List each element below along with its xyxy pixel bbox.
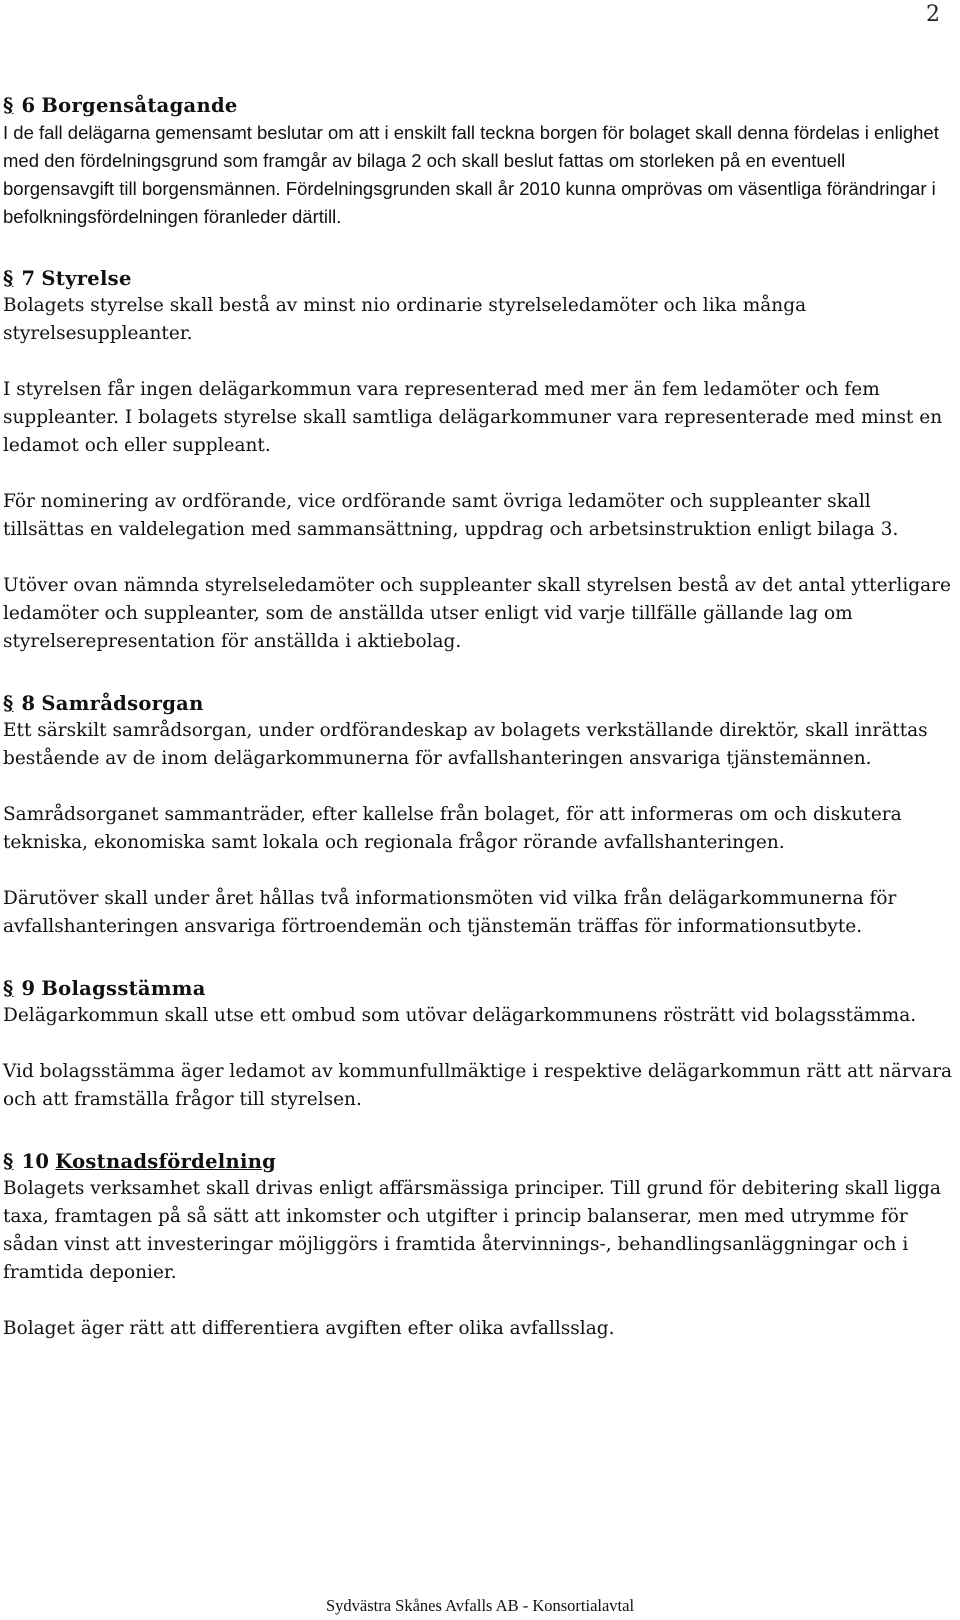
page-footer: Sydvästra Skånes Avfalls AB - Konsortialavtal [325,1596,635,1615]
section-title: Samrådsorgan [41,692,204,715]
section-9 [3,975,953,1114]
paragraph: Delägarkommun skall utse ett ombud som utövar delägarkommunens rösträtt vid bolagsstämma. [3,1005,917,1026]
section-title: Styrelse [41,267,132,290]
paragraph: Därutöver skall under året hållas två informationsmöten vid vilka från delägarkommunerna för avfallshanteringen ansvariga förtroendemän och tjänstemän träffas för informationsutbyte. [3,888,897,937]
section-8 [3,690,953,941]
section-heading [3,1148,953,1175]
document-body [3,92,953,1377]
paragraph: Ett särskilt samrådsorgan, under ordförandeskap av bolagets verkställande direktör, skall inrättas bestående av de inom delägarkommunerna för avfallshanteringen ansvariga tjänstemännen. [3,720,928,769]
section-6 [3,92,953,231]
section-symbol: § [3,1150,14,1173]
paragraph: I de fall delägarna gemensamt beslutar om att i enskilt fall teckna borgen för bolaget skall denna fördelas i enlighet med den fördelningsgrund som framgår av bilaga 2 och skall beslut fattas om storleken på en eventuell borgensavgift till borgensmännen. Fördelningsgrunden skall år 2010 kunna omprövas om väsentliga förändringar i befolkningsfördelningen föranleder därtill. [3,122,939,227]
section-title: Bolagsstämma [41,977,206,1000]
section-title: Borgensåtagande [41,94,238,117]
section-symbol: § [3,267,14,290]
section-heading [3,265,953,292]
section-symbol: § [3,94,14,117]
paragraph: Vid bolagsstämma äger ledamot av kommunfullmäktige i respektive delägarkommun rätt att närvara och att framställa frågor till styrelsen. [3,1061,953,1110]
section-7 [3,265,953,656]
section-symbol: § [3,692,14,715]
paragraph: Samrådsorganet sammanträder, efter kallelse från bolaget, för att informeras om och diskutera tekniska, ekonomiska samt lokala och regionala frågor rörande avfallshanteringen. [3,804,902,853]
section-heading [3,690,953,717]
section-heading [3,92,953,119]
paragraph: Bolagets verksamhet skall drivas enligt affärsmässiga principer. Till grund för debitering skall ligga taxa, framtagen på så sätt att inkomster och utgifter i princip balanserar, men med utrymme för sådan vinst att investeringar möjliggörs i framtida återvinnings-, behandlingsanläggningar och i framtida deponier. [3,1178,941,1283]
section-number: 9 [21,977,36,1000]
paragraph: I styrelsen får ingen delägarkommun vara representerad med mer än fem ledamöter och fem suppleanter. I bolagets styrelse skall samtliga delägarkommuner vara representerade med minst en ledamot och eller suppleant. [3,379,943,456]
paragraph: Bolaget äger rätt att differentiera avgiften efter olika avfallsslag. [3,1318,615,1339]
section-10 [3,1148,953,1343]
section-number: 6 [21,94,36,117]
section-symbol: § [3,977,14,1000]
paragraph: Utöver ovan nämnda styrelseledamöter och suppleanter skall styrelsen bestå av det antal ytterligare ledamöter och suppleanter, som de anställda utser enligt vid varje tillfälle gällande lag om styrelserepresentation för anställda i aktiebolag. [3,575,951,652]
section-number: 10 [21,1150,50,1173]
section-heading [3,975,953,1002]
section-title: Kostnadsfördelning [55,1150,277,1173]
page-number: 2 [926,2,940,27]
section-number: 7 [21,267,36,290]
paragraph: För nominering av ordförande, vice ordförande samt övriga ledamöter och suppleanter skall tillsättas en valdelegation med sammansättning, uppdrag och arbetsinstruktion enligt bilaga 3. [3,491,899,540]
section-number: 8 [21,692,36,715]
paragraph: Bolagets styrelse skall bestå av minst nio ordinarie styrelseledamöter och lika många styrelsesuppleanter. [3,295,807,344]
